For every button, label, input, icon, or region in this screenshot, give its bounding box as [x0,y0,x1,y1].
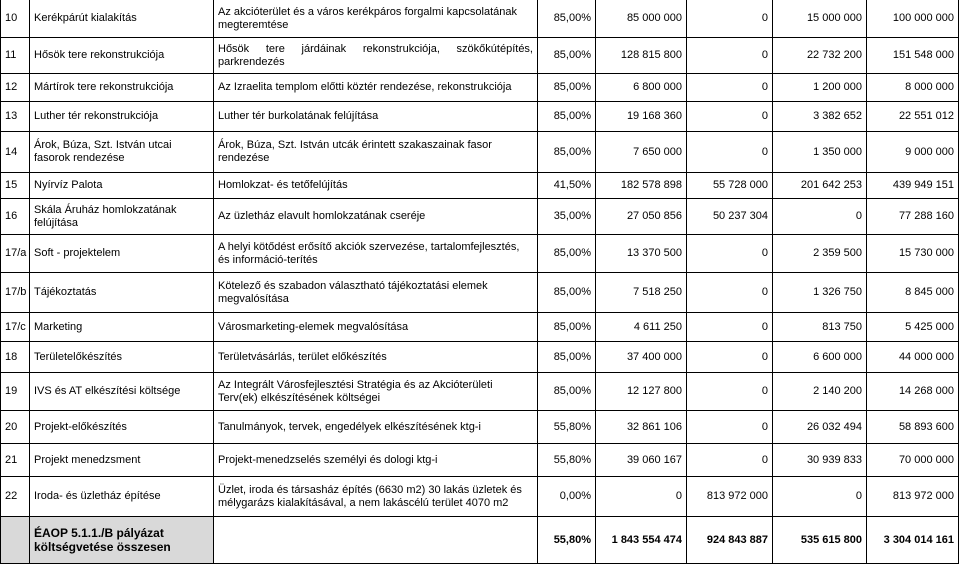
project-element-name: IVS és AT elkészítési költsége [30,373,214,411]
value-total: 5 425 000 [867,313,959,342]
value-a: 32 861 106 [596,411,687,444]
support-rate: 85,00% [538,102,596,132]
row-number: 17/b [1,273,30,313]
project-element-name: Projekt menedzsment [30,444,214,477]
table-row [1,38,959,74]
table-row [1,0,959,38]
project-element-name: Tájékoztatás [30,273,214,313]
table-row [1,74,959,102]
row-number: 17/c [1,313,30,342]
row-number: 10 [1,0,30,38]
value-c: 813 750 [773,313,867,342]
value-total: 8 000 000 [867,74,959,102]
total-support-rate: 55,80% [538,517,596,564]
project-element-name: Árok, Búza, Szt. István utcai fasorok rendezése [30,132,214,173]
total-value-a: 1 843 554 474 [596,517,687,564]
value-c: 30 939 833 [773,444,867,477]
row-number: 11 [1,38,30,74]
row-number: 17/a [1,235,30,273]
value-c: 0 [773,477,867,517]
project-element-name: Területelőkészítés [30,342,214,373]
value-total: 9 000 000 [867,132,959,173]
value-a: 13 370 500 [596,235,687,273]
value-c: 22 732 200 [773,38,867,74]
value-c: 2 359 500 [773,235,867,273]
value-b: 0 [687,342,773,373]
value-b: 0 [687,0,773,38]
value-b: 0 [687,74,773,102]
value-total: 58 893 600 [867,411,959,444]
support-rate: 55,80% [538,444,596,477]
support-rate: 85,00% [538,132,596,173]
value-total: 22 551 012 [867,102,959,132]
value-a: 7 518 250 [596,273,687,313]
value-b: 0 [687,38,773,74]
row-number: 16 [1,199,30,235]
project-element-description: Kötelező és szabadon választható tájékoztatási elemek megvalósítása [214,273,538,313]
project-element-description: Tanulmányok, tervek, engedélyek elkészítésének ktg-i [214,411,538,444]
value-total: 70 000 000 [867,444,959,477]
project-element-description: Hősök tere járdáinak rekonstrukciója, szökőkútépítés, parkrendezés [214,38,538,74]
table-row [1,173,959,199]
value-total: 15 730 000 [867,235,959,273]
project-element-name: Mártírok tere rekonstrukciója [30,74,214,102]
value-c: 6 600 000 [773,342,867,373]
value-total: 151 548 000 [867,38,959,74]
project-element-description: Üzlet, iroda és társasház építés (6630 m2) 30 lakás üzletek és mélygarázs kialakításával, a nem lakáscélú terület 4070 m2 [214,477,538,517]
value-c: 1 200 000 [773,74,867,102]
value-b: 0 [687,373,773,411]
project-element-name: Iroda- és üzletház építése [30,477,214,517]
support-rate: 85,00% [538,0,596,38]
row-number: 18 [1,342,30,373]
value-b: 50 237 304 [687,199,773,235]
table-row [1,373,959,411]
value-c: 15 000 000 [773,0,867,38]
value-total: 439 949 151 [867,173,959,199]
table-row [1,477,959,517]
value-total: 8 845 000 [867,273,959,313]
value-a: 6 800 000 [596,74,687,102]
value-total: 14 268 000 [867,373,959,411]
table-row [1,342,959,373]
value-b: 0 [687,102,773,132]
value-c: 1 350 000 [773,132,867,173]
value-total: 100 000 000 [867,0,959,38]
support-rate: 85,00% [538,38,596,74]
project-element-name: Hősök tere rekonstrukciója [30,38,214,74]
value-b: 0 [687,411,773,444]
project-element-description: Városmarketing-elemek megvalósítása [214,313,538,342]
total-description-cell [214,517,538,564]
value-total: 77 288 160 [867,199,959,235]
value-total: 813 972 000 [867,477,959,517]
value-b: 813 972 000 [687,477,773,517]
table-row [1,313,959,342]
support-rate: 35,00% [538,199,596,235]
table-row [1,235,959,273]
value-c: 3 382 652 [773,102,867,132]
project-element-name: Soft - projektelem [30,235,214,273]
project-element-description: Árok, Búza, Szt. István utcák érintett szakaszainak fasor rendezése [214,132,538,173]
project-element-description: Az Integrált Városfejlesztési Stratégia és az Akcióterületi Terv(ek) elkészítésének költségei [214,373,538,411]
value-c: 0 [773,199,867,235]
table-row [1,132,959,173]
total-label: ÉAOP 5.1.1./B pályázat költségvetése összesen [30,517,214,564]
value-c: 201 642 253 [773,173,867,199]
value-b: 55 728 000 [687,173,773,199]
project-element-name: Nyírvíz Palota [30,173,214,199]
value-b: 0 [687,132,773,173]
value-a: 85 000 000 [596,0,687,38]
total-row [1,517,959,564]
table-row [1,411,959,444]
row-number: 22 [1,477,30,517]
project-element-name: Marketing [30,313,214,342]
value-c: 2 140 200 [773,373,867,411]
project-element-name: Projekt-előkészítés [30,411,214,444]
support-rate: 0,00% [538,477,596,517]
value-b: 0 [687,313,773,342]
project-element-description: Az akcióterület és a város kerékpáros forgalmi kapcsolatának megteremtése [214,0,538,38]
support-rate: 55,80% [538,411,596,444]
budget-table-body [1,0,959,564]
project-element-description: Az Izraelita templom előtti köztér rendezése, rekonstrukciója [214,74,538,102]
value-a: 19 168 360 [596,102,687,132]
project-element-description: Az üzletház elavult homlokzatának cseréje [214,199,538,235]
project-element-description: Homlokzat- és tetőfelújítás [214,173,538,199]
value-a: 182 578 898 [596,173,687,199]
row-number: 14 [1,132,30,173]
value-a: 27 050 856 [596,199,687,235]
value-a: 12 127 800 [596,373,687,411]
project-element-name: Skála Áruház homlokzatának felújítása [30,199,214,235]
support-rate: 85,00% [538,313,596,342]
total-value-total: 3 304 014 161 [867,517,959,564]
project-element-description: Projekt-menedzselés személyi és dologi ktg-i [214,444,538,477]
row-number: 12 [1,74,30,102]
value-a: 37 400 000 [596,342,687,373]
project-element-description: Luther tér burkolatának felújítása [214,102,538,132]
table-row [1,199,959,235]
value-b: 0 [687,444,773,477]
row-number: 13 [1,102,30,132]
value-b: 0 [687,235,773,273]
support-rate: 85,00% [538,342,596,373]
support-rate: 85,00% [538,74,596,102]
value-c: 1 326 750 [773,273,867,313]
project-element-name: Kerékpárút kialakítás [30,0,214,38]
value-c: 26 032 494 [773,411,867,444]
value-a: 7 650 000 [596,132,687,173]
support-rate: 85,00% [538,235,596,273]
value-a: 39 060 167 [596,444,687,477]
support-rate: 41,50% [538,173,596,199]
row-number: 19 [1,373,30,411]
total-value-c: 535 615 800 [773,517,867,564]
value-b: 0 [687,273,773,313]
value-total: 44 000 000 [867,342,959,373]
total-value-b: 924 843 887 [687,517,773,564]
project-element-description: A helyi kötődést erősítő akciók szervezése, tartalomfejlesztés, és információ-terítés [214,235,538,273]
project-element-description: Területvásárlás, terület előkészítés [214,342,538,373]
table-row [1,273,959,313]
row-number: 21 [1,444,30,477]
table-row [1,444,959,477]
row-number: 20 [1,411,30,444]
value-a: 0 [596,477,687,517]
support-rate: 85,00% [538,373,596,411]
value-a: 4 611 250 [596,313,687,342]
project-element-name: Luther tér rekonstrukciója [30,102,214,132]
table-row [1,102,959,132]
support-rate: 85,00% [538,273,596,313]
total-number-cell [1,517,30,564]
value-a: 128 815 800 [596,38,687,74]
row-number: 15 [1,173,30,199]
